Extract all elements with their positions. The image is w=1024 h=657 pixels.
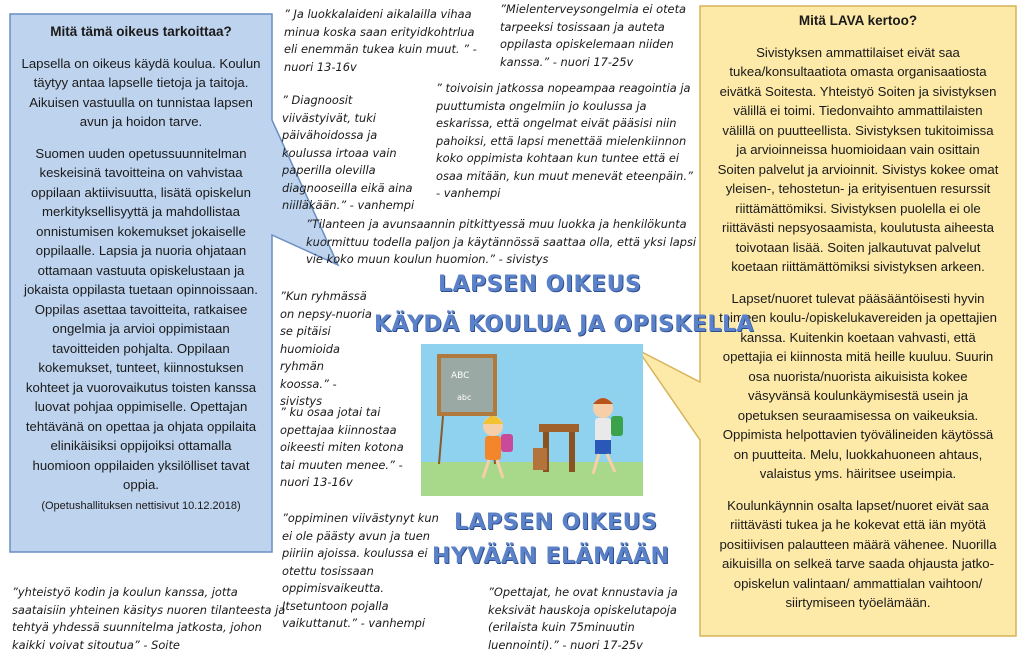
board-text-abc: ABC xyxy=(451,371,470,381)
headline-lapsen-oikeus: LAPSEN OIKEUS xyxy=(438,272,642,297)
right-box-paragraph: Koulunkäynnin osalta lapset/nuoret eivät saa riittävästi tukea ja he kokevat että iän myötä positiivisen palautteen määrä vähenee. Nuorilla aikuisilla on selkeä tarve saada ohjausta jatko-opiskelun valintaan/ ammattialan vaihtoon/ siirtymiseen työelämään. xyxy=(719,497,997,610)
headline-kayda-koulua: KÄYDÄ KOULUA JA OPISKELLA xyxy=(374,312,754,337)
quote: ”Kun ryhmässä on nepsy-nuoria se pitäisi huomioida ryhmän koossa.” - sivistys xyxy=(280,289,372,408)
chalkboard xyxy=(441,358,493,412)
quote: ”Tilanteen ja avunsaannin pitkittyessä muu luokka ja henkilökunta kuormittuu todella paljon ja käytännössä saattaa olla, että yksi lapsi vie koko muun koulun huomion.” - sivistys xyxy=(306,217,697,266)
board-text-abc-lower: abc xyxy=(457,393,472,402)
left-box-title: Mitä tämä oikeus tarkoittaa? xyxy=(50,24,232,39)
right-box-paragraph: Sivistyksen ammattilaiset eivät saa tukea/konsultaatiota omasta organisaatiosta eivätkä Soitesta. Yhteistyö Soiten ja sivistyksen välillä ei toimi. Tiedonvaihto ammattilaisten välillä on puutteellista. Sivistyksen tukitoimissa ja arvioinneissa huomioidaan vain osittain Soiten palvelut ja arvioinnit. Sivistys kokee omat yleisen-, tehostetun- ja erityisentuen resurssit riittämättömiksi. Sivistyksen puolella ei ole riittävästi nepsyosaamista, koulutusta aiheesta toivotaan lisää. Soiten jalkautuvat palvelut koetaan riittämättömiksi sivistyksen arkeen. xyxy=(717,44,999,274)
quote: ” toivoisin jatkossa nopeampaa reagointia ja puuttumista ongelmiin jo koulussa ja eskarissa, että ongelmat eivät pääsisi niin pahoiksi, että lapsi menettää mielenkiinnon koko oppimista kohtaan kun tuntee että ei osaa mitään, kun muut menevät eteenpäin.” - vanhempi xyxy=(436,81,693,200)
quote: ” Diagnoosit viivästyivät, tuki päivähoidossa ja koulussa irtoaa vain paperilla olevilla diagnooseilla eikä aina niilläkään.” - vanhempi xyxy=(282,93,415,212)
quote: ”Opettajat, he ovat knnustavia ja keksivät hauskoja opiskelutapoja (erilaista kuin 75minuutin luennointi).” - nuori 17-25v xyxy=(488,585,678,652)
quote: ”oppiminen viivästynyt kun ei ole päästy avun ja tuen piiriin ajoissa. koulussa ei otettu tosissaan oppimisvaikeutta. Itsetuntoon pojalla vaikuttanut.” - vanhempi xyxy=(282,511,439,630)
headline-hyvaan-elamaan: HYVÄÄN ELÄMÄÄN xyxy=(432,544,670,569)
left-box-paragraph: Suomen uuden opetussuunnitelman keskeisinä tavoitteina on vahvistaa oppilaan aktiivisuutta, lisätä opiskelun merkityksellisyyttä ja mahdollistaa onnistumisen kokemukset jokaiselle oppilaalle. Lapsia ja nuoria ohjataan ottamaan vastuuta opiskelustaan ja jokaista oppilasta tuetaan opinnoissaan. Oppilas asettaa tavoitteita, ratkaisee ongelmia ja arvioi oppimistaan tavoitteiden pohjalta. Oppilaan kokemukset, tunteet, kiinnostuksen kohteet ja vuorovaikutus toisten kanssa luovat pohjaa oppimiselle. Opettajan tehtävänä on opettaa ja ohjata oppilaita elinikäisiksi oppijoiksi ottamalla huomioon oppilaiden yksilölliset tavat oppia. xyxy=(24,145,258,492)
quote: ”Mielenterveysongelmia ei oteta tarpeeksi tosissaan ja auteta oppilasta opiskelemaan niiden kanssa.” - nuori 17-25v xyxy=(500,2,687,69)
quote: ” Ja luokkalaideni aikalailla vihaa minua koska saan erityidkohtrlua eli enemmän tukea kuin muut. ” - nuori 13-16v xyxy=(284,7,477,74)
quote: ”yhteistyö kodin ja koulun kanssa, jotta saataisiin yhteinen käsitys nuoren tilanteesta ja tehtyä yhdessä suunnitelma jatkosta, johon kaikki voivat sitoutua” - Soite xyxy=(12,585,286,652)
left-info-box xyxy=(10,14,272,552)
left-box-paragraph: Lapsella on oikeus käydä koulua. Koulun täytyy antaa lapselle tietoja ja taitoja. Aikuisen vastuulla on tunnistaa lapsen avun ja hoidon tarve. xyxy=(21,55,261,129)
right-box-title: Mitä LAVA kertoo? xyxy=(798,13,918,28)
headline-lapsen-oikeus-2: LAPSEN OIKEUS xyxy=(454,510,658,535)
school-children-illustration xyxy=(421,344,643,496)
right-box-paragraph: Lapset/nuoret tulevat pääsääntöisesti hyvin toimeen koulu-/opiskelukavereiden ja opettajien kanssa. Kuitenkin koetaan vahvasti, että opettajia ei kiinnosta mitä heille kuuluu. Suurin osa nuorista/nuorista aikuisista kokee väsyvänsä koulunkäymisestä usein ja opetuksen seuraamisessa on vaikeuksia. Oppimista helpottavien työvälineiden käytössä on puutteita. Melu, luokkahuoneen ahtaus, valaistus yms. häiritsee useimpia. xyxy=(719,290,997,481)
left-box-source: (Opetushallituksen nettisivut 10.12.2018) xyxy=(41,499,241,512)
school-desk xyxy=(539,424,579,432)
quote: ” ku osaa jotai tai opettajaa kiinnostaa oikeesti miten kotona tai muuten menee.” - nuori 13-16v xyxy=(280,405,404,489)
